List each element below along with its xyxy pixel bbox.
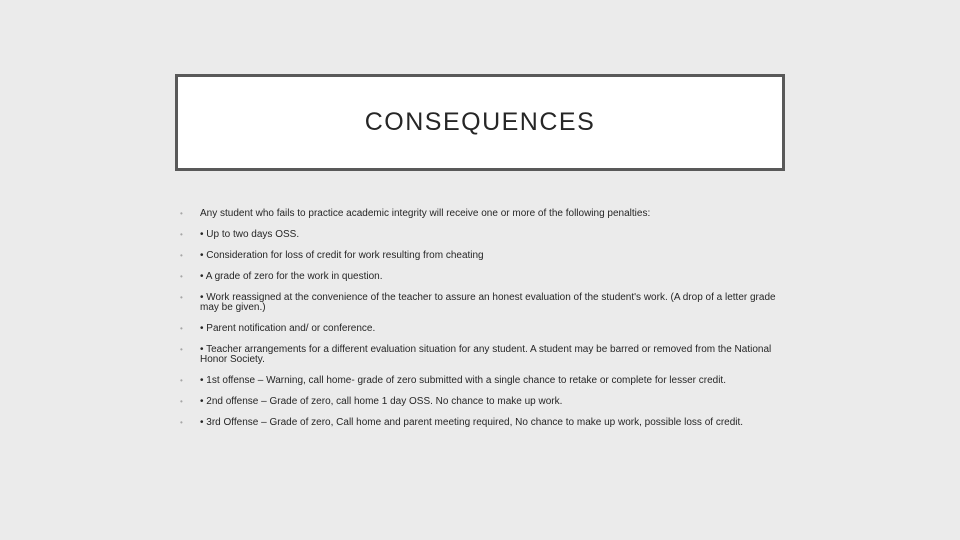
bullet-item: [180, 251, 780, 261]
bullet-text: • Parent notification and/ or conference.: [200, 323, 376, 334]
bullet-text: Any student who fails to practice academic integrity will receive one or more of the following penalties:: [200, 208, 651, 219]
bullet-item: [180, 324, 780, 334]
bullet-marker-icon: •: [180, 324, 183, 333]
bullet-text: • A grade of zero for the work in question.: [200, 271, 383, 282]
bullet-marker-icon: •: [180, 209, 183, 218]
bullet-marker-icon: •: [180, 272, 183, 281]
bullet-marker-icon: •: [180, 376, 183, 385]
bullet-text: • 1st offense – Warning, call home- grade of zero submitted with a single chance to retake or complete for lesser credit.: [200, 375, 726, 386]
bullet-list: [180, 209, 780, 439]
bullet-marker-icon: •: [180, 293, 183, 302]
bullet-text: • 2nd offense – Grade of zero, call home 1 day OSS. No chance to make up work.: [200, 396, 563, 407]
bullet-item: [180, 230, 780, 240]
bullet-marker-icon: •: [180, 251, 183, 260]
bullet-item: [180, 376, 780, 386]
bullet-text: • Up to two days OSS.: [200, 229, 300, 240]
bullet-item: [180, 209, 780, 219]
bullet-text: • Consideration for loss of credit for work resulting from cheating: [200, 250, 484, 261]
bullet-item: [180, 272, 780, 282]
title-box: [175, 74, 785, 171]
bullet-marker-icon: •: [180, 397, 183, 406]
bullet-marker-icon: •: [180, 418, 183, 427]
bullet-item: [180, 345, 780, 365]
bullet-item: [180, 418, 780, 428]
bullet-item: [180, 293, 780, 313]
bullet-text: • Work reassigned at the convenience of the teacher to assure an honest evaluation of the student's work. (A drop of a letter grade may be given.): [200, 292, 776, 313]
bullet-text: • Teacher arrangements for a different evaluation situation for any student. A student may be barred or removed from the National Honor Society.: [200, 344, 772, 365]
bullet-marker-icon: •: [180, 230, 183, 239]
bullet-text: • 3rd Offense – Grade of zero, Call home and parent meeting required, No chance to make up work, possible loss of credit.: [200, 417, 744, 428]
bullet-marker-icon: •: [180, 345, 183, 354]
slide-title: CONSEQUENCES: [364, 108, 596, 136]
bullet-item: [180, 397, 780, 407]
